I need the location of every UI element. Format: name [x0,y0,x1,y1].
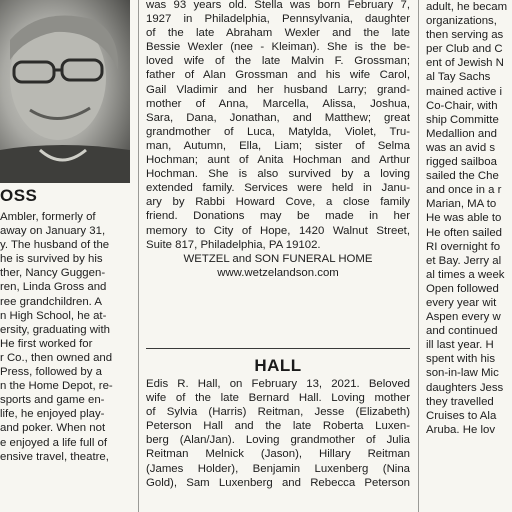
column-rule-right [418,0,419,512]
text-line: y. The husband of the [0,239,110,252]
left-obituary-text [0,210,130,464]
text-line: (James Holder), Benjamin Luxenberg (Nina [146,462,410,475]
text-line: Aspen every w [426,311,501,324]
text-line: Hochman. She is also survived by a loving [146,168,410,181]
text-line: Ambler, formerly of [0,211,96,223]
portrait-photo [0,0,130,183]
text-line: was 93 years old. Stella was born February 7, [146,0,410,11]
text-line: life, he enjoyed play- [0,408,105,421]
hall-heading: HALL [254,356,302,375]
text-line: mained active i [426,85,502,98]
text-line: ary by Rabbi Howard Cove, a close family [146,196,410,209]
text-line: son-in-law Mic [426,367,499,380]
text-line: Press, followed by a [0,366,102,379]
text-line: Medallion and [426,127,497,140]
text-line: ersity, graduating with [0,323,110,336]
text-line: ent of Jewish N [426,57,504,70]
text-line: ensive travel, theatre, [0,450,109,463]
text-line: Marian, MA to [426,198,497,211]
text-line: per Club and C [426,43,503,56]
text-line: away on January 31, [0,225,106,238]
text-line: rigged sailboa [426,156,497,169]
text-line: memory to City of Hope, 1420 Walnut Street, [146,224,410,237]
text-line: was an avid s [426,141,496,154]
text-line: grandmother of Luca, Matylda, Violet, Tru- [146,125,410,138]
funeral-home-name: WETZEL and SON FUNERAL HOME [183,252,373,265]
text-line: Hochman; aunt of Anita Hochman and Arthur [146,154,410,167]
text-line: Edis R. Hall, on February 13, 2021. Beloved [146,378,410,390]
text-line: and continued [426,325,498,338]
text-line: n High School, he at- [0,309,107,322]
text-line: Open followed [426,282,499,295]
text-line: every year wit [426,296,497,309]
text-line: and once in a r [426,184,502,197]
text-line: ther, Nancy Guggen- [0,267,106,280]
text-line: and poker. When not [0,422,106,435]
text-line: Cruises to Ala [426,409,497,422]
text-line: He first worked for [0,337,93,350]
text-line: man, Autumn, Ella, Liam; sister of Selma [146,139,410,152]
text-line: ship Committe [426,113,499,126]
text-line: of the late Abraham Wexler and the late [146,27,410,40]
text-line: of Sylvia (Harris) Reitman, Jesse (Elizabeth) [146,406,410,419]
text-line: ren, Linda Gross and [0,281,107,294]
text-line: friend. Donations may be made in her [146,210,410,223]
left-obituary-column [0,0,130,512]
text-line: Co-Chair, with [426,99,498,112]
text-line: they travelled [426,395,494,408]
text-line: et Bay. Jerry al [426,254,502,267]
stella-obituary-text [146,0,410,280]
text-line: He was able to [426,212,502,225]
text-line: Gold), Sam Luxenberg and Rebecca Peterson [146,476,410,489]
text-line: spent with his [426,353,496,366]
text-line: adult, he becam [426,1,508,13]
text-line: Gail Vladimir and her husband Larry; grand- [146,83,410,96]
text-line: Sara, Dana, Jonathan, and Matthew; great [146,111,410,124]
text-line: father of Alan Grossman and his wife Carol, [146,69,410,82]
text-line: Suite 817, Philadelphia, PA 19102. [146,238,321,251]
text-line: then serving as [426,29,504,42]
text-line: n the Home Depot, re- [0,380,113,393]
text-line: sailed the Che [426,170,499,183]
text-line: Peterson Hall and the late Roberta Luxen- [146,420,410,433]
text-line: wife of the late Bernard Hall. Loving mother [146,392,410,405]
right-obituary-column [426,0,512,512]
text-line: e enjoyed a life full of [0,436,108,449]
text-line: he is survived by his [0,253,103,266]
text-line: al times a week [426,268,505,281]
text-line: al Tay Sachs [426,71,491,84]
text-line: RI overnight fo [426,240,501,253]
text-line: berg (Alan/Jan). Loving grandmother of Julia [146,434,410,447]
text-line: loved wife of the late Malvin F. Grossman; [146,55,410,68]
text-line: Reitman Melnick (Jason), Hillary Reitman [146,448,410,461]
text-line: extended family. Services were held in Janu- [146,182,410,195]
text-line: Bessie Wexler (nee - Kleiman). She is the be- [146,41,410,54]
text-line: r Co., then owned and [0,351,113,364]
text-line: He often sailed [426,226,502,239]
surname-heading-left: OSS [0,186,38,205]
hall-obituary-text [146,377,410,490]
text-line: sports and game en- [0,394,105,407]
text-line: ree grandchildren. A [0,295,102,308]
right-obituary-text [426,0,512,437]
text-line: daughters Jess [426,381,504,394]
funeral-home-website: www.wetzelandson.com [217,266,339,279]
text-line: organizations, [426,15,497,28]
column-rule-left [138,0,139,512]
text-line: 1927 in Philadelphia, Pennsylvania, daughter [146,13,410,26]
text-line: ill last year. H [426,339,494,352]
text-line: Aruba. He lov [426,423,496,436]
middle-obituary-column [146,0,410,512]
section-divider [146,348,410,349]
text-line: mother of Anna, Marcella, Alissa, Joshua, [146,97,410,110]
